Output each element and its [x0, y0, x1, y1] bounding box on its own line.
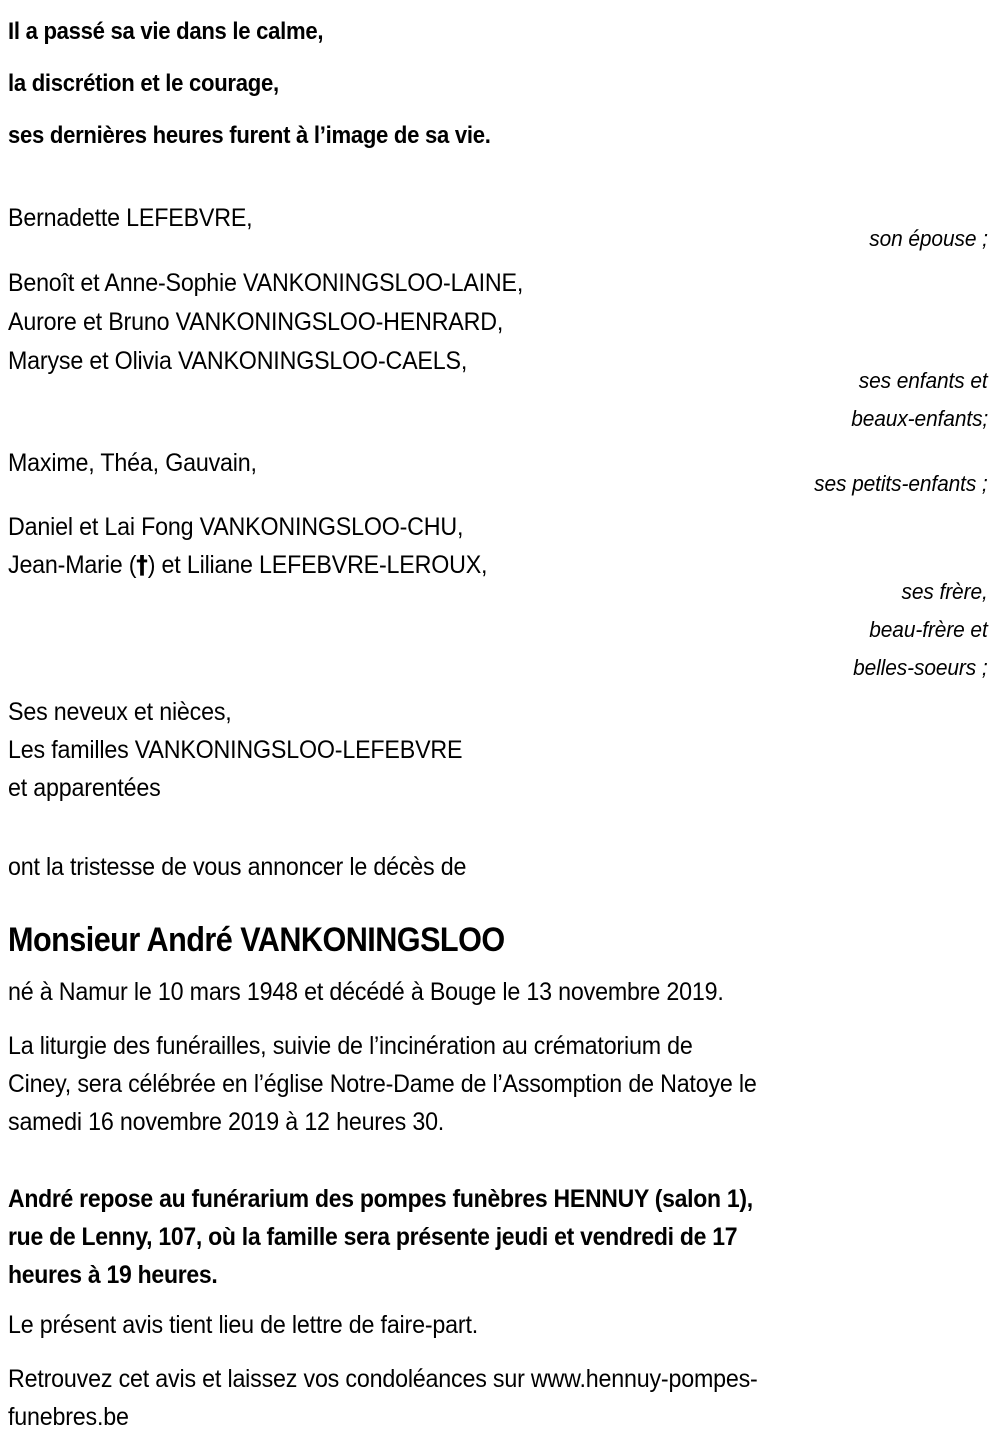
service-line-1: La liturgie des funérailles, suivie de l’incinération au crématorium de	[8, 1032, 693, 1060]
sibling-name-2-before: Jean-Marie (	[8, 551, 137, 579]
extended-family-line-3: et apparentées	[8, 774, 161, 802]
extended-family-line-1: Ses neveux et nièces,	[8, 698, 232, 726]
children-relation-label-line-1: ses enfants et	[859, 368, 988, 393]
epigraph-line-3: ses dernières heures furent à l’image de sa vie.	[8, 122, 491, 149]
dagger-icon: †	[136, 550, 148, 579]
siblings-relation-label-line-3: belles-soeurs ;	[853, 655, 988, 680]
birth-death-line: né à Namur le 10 mars 1948 et décédé à Bouge le 13 novembre 2019.	[8, 978, 724, 1006]
extended-family-line-2: Les familles VANKONINGSLOO-LEFEBVRE	[8, 736, 463, 764]
sibling-name-2-after: ) et Liliane LEFEBVRE-LEROUX,	[147, 551, 488, 579]
sibling-name-2	[8, 550, 487, 580]
visitation-paragraph	[8, 1180, 992, 1294]
epigraph-line-2: la discrétion et le courage,	[8, 70, 279, 97]
child-name-2: Aurore et Bruno VANKONINGSLOO-HENRARD,	[8, 308, 504, 336]
grandchildren-relation-label: ses petits-enfants ;	[814, 471, 988, 496]
spouse-relation-label: son épouse ;	[869, 226, 988, 251]
child-name-1: Benoît et Anne-Sophie VANKONINGSLOO-LAINE,	[8, 269, 524, 297]
service-line-2: Ciney, sera célébrée en l’église Notre-Dame de l’Assomption de Natoye le	[8, 1070, 757, 1098]
siblings-relation-label-line-2: beau-frère et	[869, 617, 988, 642]
visitation-line-2: rue de Lenny, 107, où la famille sera présente jeudi et vendredi de 17	[8, 1223, 738, 1251]
condolences-line-2: funebres.be	[8, 1403, 129, 1431]
siblings-relation-label-line-1: ses frère,	[901, 579, 988, 604]
visitation-line-1: André repose au funérarium des pompes funèbres HENNUY (salon 1),	[8, 1185, 753, 1213]
faire-part-notice: Le présent avis tient lieu de lettre de faire-part.	[8, 1311, 478, 1339]
child-name-3: Maryse et Olivia VANKONINGSLOO-CAELS,	[8, 347, 468, 375]
epigraph-line-1: Il a passé sa vie dans le calme,	[8, 18, 324, 45]
sibling-name-1: Daniel et Lai Fong VANKONINGSLOO-CHU,	[8, 513, 464, 541]
condolences-paragraph	[8, 1360, 992, 1436]
grandchildren-names: Maxime, Théa, Gauvain,	[8, 449, 257, 477]
deceased-name-heading: Monsieur André VANKONINGSLOO	[8, 921, 505, 959]
service-paragraph	[8, 1027, 992, 1141]
service-line-3: samedi 16 novembre 2019 à 12 heures 30.	[8, 1108, 445, 1136]
visitation-line-3: heures à 19 heures.	[8, 1261, 218, 1289]
condolences-line-1: Retrouvez cet avis et laissez vos condoléances sur www.hennuy-pompes-	[8, 1365, 758, 1393]
children-relation-label-line-2: beaux-enfants;	[851, 406, 988, 431]
spouse-name: Bernadette LEFEBVRE,	[8, 204, 253, 232]
announcement-intro: ont la tristesse de vous annoncer le décès de	[8, 853, 467, 881]
